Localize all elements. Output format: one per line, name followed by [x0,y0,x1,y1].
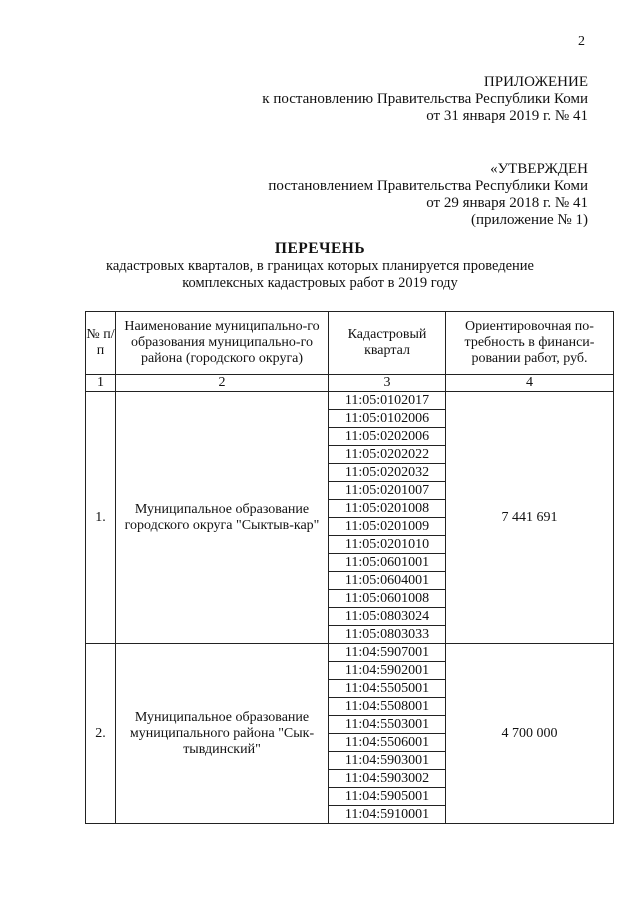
column-number: 2 [116,375,329,392]
cadastral-quarter: 11:04:5907001 [329,644,446,662]
cadastral-quarter: 11:04:5506001 [329,734,446,752]
appendix-header-line: к постановлению Правительства Республики Коми [262,91,588,107]
table-row [86,644,614,662]
appendix-header-line: ПРИЛОЖЕНИЕ [483,74,588,90]
appendix-header-line: от 31 января 2019 г. № 41 [426,108,588,124]
table-header-row [86,312,614,375]
cadastral-quarter: 11:05:0803033 [329,626,446,644]
cadastral-quarter: 11:05:0601008 [329,590,446,608]
funding-amount: 7 441 691 [446,392,614,644]
column-number: 4 [446,375,614,392]
approved-header-line: (приложение № 1) [470,212,588,228]
cadastral-quarter: 11:04:5503001 [329,716,446,734]
approved-header-line: постановлением Правительства Республики Коми [268,178,588,194]
column-number: 1 [86,375,116,392]
cadastral-quarter: 11:05:0202022 [329,446,446,464]
column-number: 3 [329,375,446,392]
cadastral-quarters-table [85,311,614,824]
document-title-block [0,240,640,292]
cadastral-quarter: 11:04:5902001 [329,662,446,680]
header-cadastral-quarter: Кадастровый квартал [329,312,446,375]
cadastral-quarter: 11:05:0604001 [329,572,446,590]
cadastral-quarter: 11:05:0201008 [329,500,446,518]
funding-amount: 4 700 000 [446,644,614,824]
appendix-header [262,74,588,125]
cadastral-quarter: 11:04:5905001 [329,788,446,806]
document-title: ПЕРЕЧЕНЬ [274,240,366,257]
approved-header [268,161,588,229]
page-number: 2 [578,34,585,49]
cadastral-quarter: 11:05:0803024 [329,608,446,626]
cadastral-quarter: 11:04:5903001 [329,752,446,770]
municipality-name: Муниципальное образование городского округа "Сыктыв-кар" [116,392,329,644]
cadastral-quarter: 11:04:5910001 [329,806,446,824]
header-municipality: Наименование муниципально-го образования муниципально-го района (городского округа) [116,312,329,375]
header-number: № п/п [86,312,116,375]
table-row [86,392,614,410]
document-subtitle: комплексных кадастровых работ в 2019 году [182,275,458,291]
cadastral-quarter: 11:04:5505001 [329,680,446,698]
cadastral-quarter: 11:04:5508001 [329,698,446,716]
document-subtitle: кадастровых кварталов, в границах которых планируется проведение [106,258,534,274]
cadastral-quarter: 11:05:0102017 [329,392,446,410]
approved-header-line: «УТВЕРЖДЕН [490,161,588,177]
cadastral-quarter: 11:05:0201007 [329,482,446,500]
municipality-name: Муниципальное образование муниципального района "Сык-тывдинский" [116,644,329,824]
row-number: 2. [86,644,116,824]
row-number: 1. [86,392,116,644]
cadastral-quarter: 11:05:0202006 [329,428,446,446]
column-numbers-row [86,375,614,392]
cadastral-quarter: 11:05:0202032 [329,464,446,482]
header-funding: Ориентировочная по-требность в финанси-ровании работ, руб. [446,312,614,375]
cadastral-quarter: 11:05:0201009 [329,518,446,536]
cadastral-quarter: 11:05:0102006 [329,410,446,428]
cadastral-quarter: 11:05:0201010 [329,536,446,554]
cadastral-quarter: 11:05:0601001 [329,554,446,572]
approved-header-line: от 29 января 2018 г. № 41 [426,195,588,211]
cadastral-quarter: 11:04:5903002 [329,770,446,788]
